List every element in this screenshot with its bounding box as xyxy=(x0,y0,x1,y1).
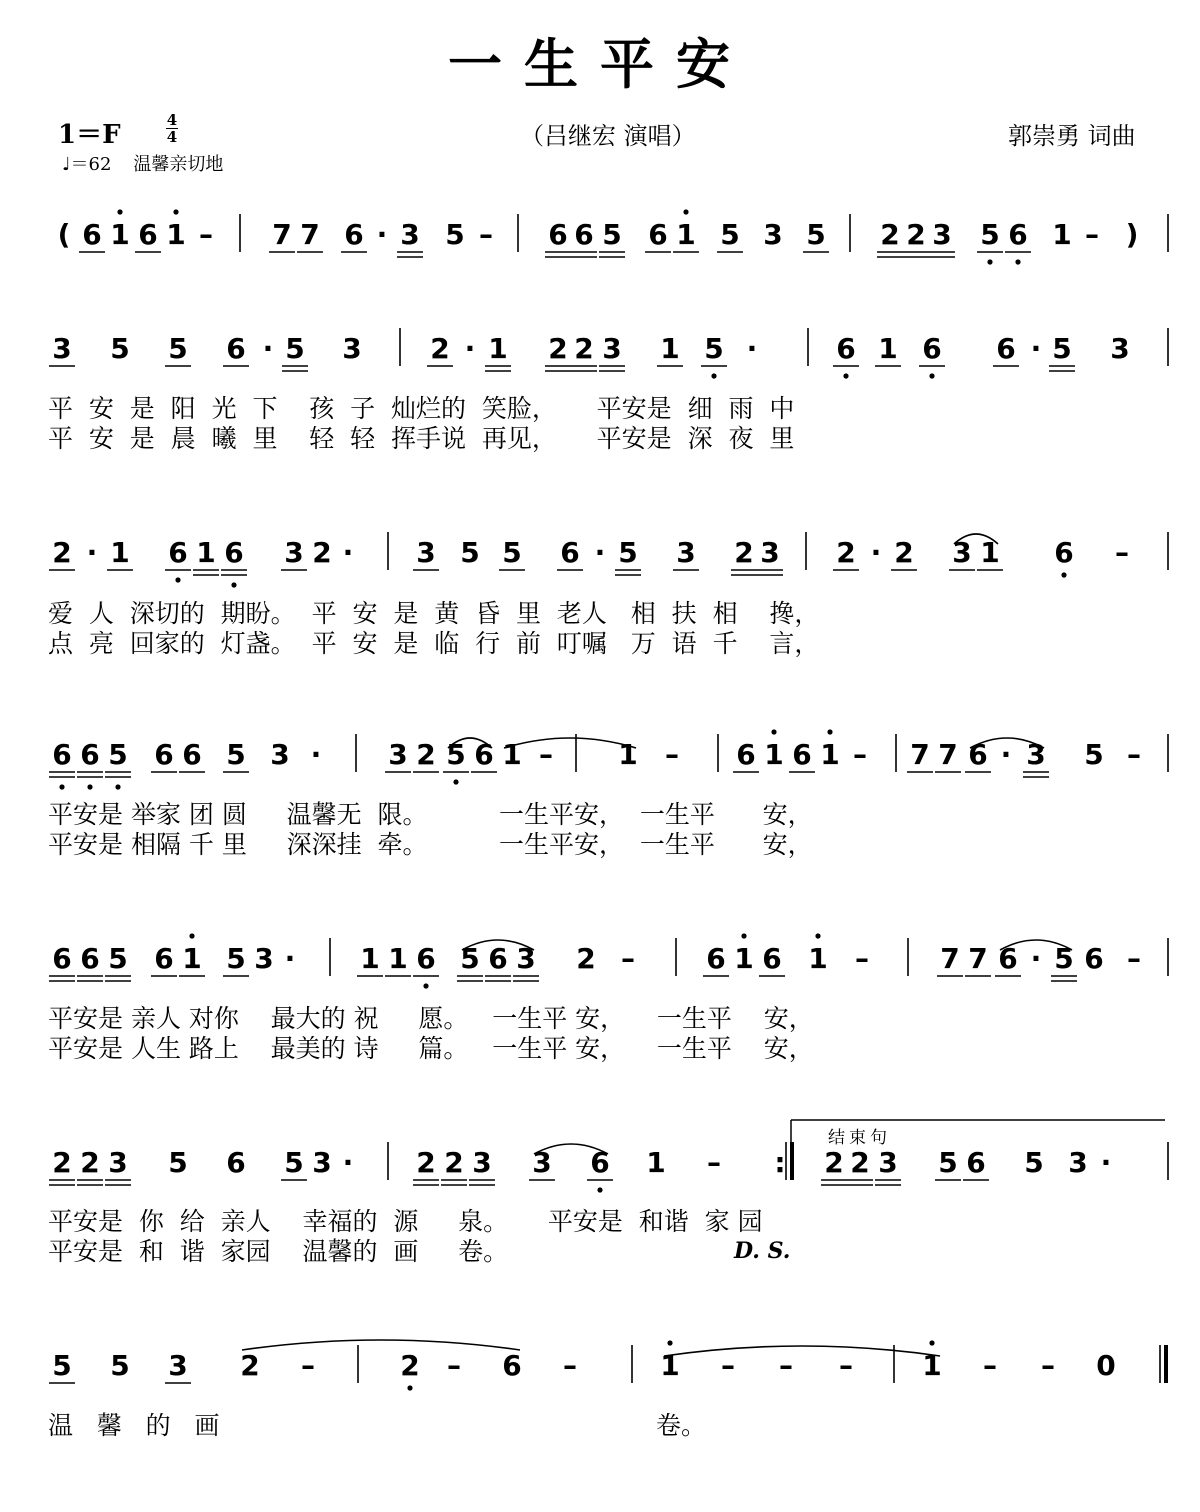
note: – xyxy=(721,1349,735,1382)
note: 3 xyxy=(168,1349,188,1382)
note: 5 xyxy=(226,738,246,771)
octave-dot-above xyxy=(173,209,178,214)
note: 6 xyxy=(574,218,594,251)
note: 3 xyxy=(532,1146,552,1179)
note: 5 xyxy=(1024,1146,1044,1179)
octave-dot-below xyxy=(87,784,92,789)
octave-dot-below xyxy=(711,373,716,378)
note: · xyxy=(376,218,388,251)
note: · xyxy=(342,536,354,569)
lyric-row5-verse2: 平安是 人生 路上 最美的 诗 篇。 一生平 安， 一生平 安， xyxy=(48,1034,814,1063)
note: 5 xyxy=(704,332,724,365)
octave-dot-above xyxy=(683,209,688,214)
note: – xyxy=(1085,218,1099,251)
note: 2 xyxy=(240,1349,260,1382)
note: 1 xyxy=(980,536,1000,569)
note: 1 xyxy=(488,332,508,365)
note: 3 xyxy=(52,332,72,365)
note: 7 xyxy=(940,942,960,975)
note: 1 xyxy=(110,218,130,251)
note: 3 xyxy=(1026,738,1046,771)
note: 6 xyxy=(226,1146,246,1179)
time-signature-top: 4 xyxy=(166,111,178,129)
dal-segno-marking: D. S. xyxy=(734,1238,791,1264)
note: 5 xyxy=(168,332,188,365)
note: · xyxy=(262,332,274,365)
note: 6 xyxy=(548,218,568,251)
note: 3 xyxy=(270,738,290,771)
note: 2 xyxy=(312,536,332,569)
note: 2 xyxy=(400,1349,420,1382)
note: 1 xyxy=(734,942,754,975)
note: 7 xyxy=(272,218,292,251)
lyric-row4-verse2: 平安是 相隔 千 里 深深挂 牵。 一生平安， 一生平 安， xyxy=(48,830,813,859)
note: 6 xyxy=(706,942,726,975)
note: 3 xyxy=(878,1146,898,1179)
note: 1 xyxy=(388,942,408,975)
note: 5 xyxy=(1052,332,1072,365)
note: 1 xyxy=(360,942,380,975)
note: 5 xyxy=(806,218,826,251)
note: · xyxy=(342,1146,354,1179)
note: 5 xyxy=(720,218,740,251)
note: 6 xyxy=(168,536,188,569)
note: 7 xyxy=(968,942,988,975)
note: 6 xyxy=(154,738,174,771)
octave-dot-above xyxy=(741,933,746,938)
note: 3 xyxy=(1110,332,1130,365)
note: 2 xyxy=(576,942,596,975)
note: 6 xyxy=(590,1146,610,1179)
note: 5 xyxy=(938,1146,958,1179)
note: – xyxy=(1041,1349,1055,1382)
note: 2 xyxy=(52,536,72,569)
note: 6 xyxy=(344,218,364,251)
note: 3 xyxy=(1068,1146,1088,1179)
note: 2 xyxy=(894,536,914,569)
lyric-row7-a: 温 馨 的 画 xyxy=(48,1411,220,1440)
note: 5 xyxy=(618,536,638,569)
note: 2 xyxy=(52,1146,72,1179)
note: 1 xyxy=(1052,218,1072,251)
note: – xyxy=(707,1146,721,1179)
note: 3 xyxy=(763,218,783,251)
note: 7 xyxy=(300,218,320,251)
octave-dot-below xyxy=(1061,572,1066,577)
octave-dot-below xyxy=(59,784,64,789)
note: 3 xyxy=(416,536,436,569)
note: 6 xyxy=(224,536,244,569)
note: 1 xyxy=(676,218,696,251)
note: 3 xyxy=(932,218,952,251)
note: 6 xyxy=(80,738,100,771)
octave-dot-below xyxy=(175,577,180,582)
octave-dot-below xyxy=(231,582,236,587)
note: 5 xyxy=(460,536,480,569)
note: 3 xyxy=(284,536,304,569)
note: – xyxy=(199,218,213,251)
note: 5 xyxy=(460,942,480,975)
octave-dot-above xyxy=(771,729,776,734)
note: 3 xyxy=(602,332,622,365)
note: 1 xyxy=(196,536,216,569)
note: 2 xyxy=(836,536,856,569)
note: 3 xyxy=(472,1146,492,1179)
note: 5 xyxy=(226,942,246,975)
note: – xyxy=(447,1349,461,1382)
note: · xyxy=(464,332,476,365)
note: · xyxy=(870,536,882,569)
note: 5 xyxy=(1084,738,1104,771)
time-signature-bottom: 4 xyxy=(166,128,178,146)
note: 3 xyxy=(254,942,274,975)
note: – xyxy=(621,942,635,975)
note: 2 xyxy=(824,1146,844,1179)
note: 6 xyxy=(1054,536,1074,569)
octave-dot-below xyxy=(597,1187,602,1192)
note: 6 xyxy=(226,332,246,365)
note: 2 xyxy=(850,1146,870,1179)
note: 6 xyxy=(82,218,102,251)
note: 1 xyxy=(878,332,898,365)
octave-dot-below xyxy=(843,373,848,378)
note: 1 xyxy=(820,738,840,771)
song-title: 一生平安 xyxy=(448,32,752,96)
slur xyxy=(664,1346,940,1356)
note: 2 xyxy=(416,1146,436,1179)
note: 6 xyxy=(792,738,812,771)
note: ( xyxy=(57,218,71,251)
note: 3 xyxy=(108,1146,128,1179)
note: 6 xyxy=(560,536,580,569)
note: 3 xyxy=(952,536,972,569)
note: 5 xyxy=(602,218,622,251)
note: 2 xyxy=(548,332,568,365)
note: 6 xyxy=(736,738,756,771)
note: 5 xyxy=(285,332,305,365)
note: 6 xyxy=(922,332,942,365)
note: : xyxy=(774,1146,786,1179)
note: 3 xyxy=(400,218,420,251)
octave-dot-below xyxy=(423,983,428,988)
note: 1 xyxy=(502,738,522,771)
note: 6 xyxy=(502,1349,522,1382)
note: 1 xyxy=(660,1349,680,1382)
note: · xyxy=(284,942,296,975)
note: 7 xyxy=(938,738,958,771)
note: 6 xyxy=(52,738,72,771)
note: 6 xyxy=(474,738,494,771)
note: – xyxy=(779,1349,793,1382)
note: – xyxy=(839,1349,853,1382)
note: 5 xyxy=(445,218,465,251)
note: 2 xyxy=(574,332,594,365)
note: 2 xyxy=(734,536,754,569)
note: ) xyxy=(1125,218,1139,251)
lyric-row6-verse1: 平安是 你 给 亲人 幸福的 源 泉。 平安是 和谐 家 园 xyxy=(48,1207,763,1236)
note: · xyxy=(1100,1146,1112,1179)
ending-label: 结束句 xyxy=(828,1128,891,1148)
note: 6 xyxy=(182,738,202,771)
tempo-value: ♩＝62 xyxy=(62,154,112,175)
note: – xyxy=(1115,536,1129,569)
octave-dot-above xyxy=(117,209,122,214)
lyric-row5-verse1: 平安是 亲人 对你 最大的 祝 愿。 一生平 安， 一生平 安， xyxy=(48,1004,814,1033)
lyric-row3-verse2: 点 亮 回家的 灯盏。 平 安 是 临 行 前 叮嘱 万 语 千 言， xyxy=(48,629,820,658)
note: 3 xyxy=(342,332,362,365)
note: 0 xyxy=(1096,1349,1116,1382)
key-signature: 1＝F xyxy=(58,120,121,150)
note: 5 xyxy=(446,738,466,771)
note: 5 xyxy=(110,332,130,365)
note: 2 xyxy=(430,332,450,365)
note: 1 xyxy=(166,218,186,251)
note: 6 xyxy=(52,942,72,975)
note: 6 xyxy=(996,332,1016,365)
note: · xyxy=(1030,332,1042,365)
note: – xyxy=(479,218,493,251)
octave-dot-above xyxy=(815,933,820,938)
note: 6 xyxy=(648,218,668,251)
note: 5 xyxy=(502,536,522,569)
slur xyxy=(504,738,636,748)
octave-dot-above xyxy=(929,1340,934,1345)
note: 3 xyxy=(312,1146,332,1179)
octave-dot-above xyxy=(827,729,832,734)
note: 1 xyxy=(660,332,680,365)
note: 2 xyxy=(80,1146,100,1179)
note: – xyxy=(539,738,553,771)
expression-marking: 温馨亲切地 xyxy=(133,154,224,175)
note: 6 xyxy=(138,218,158,251)
note: 1 xyxy=(808,942,828,975)
note: 1 xyxy=(764,738,784,771)
note: 3 xyxy=(516,942,536,975)
note: · xyxy=(746,332,758,365)
note: · xyxy=(1000,738,1012,771)
note: – xyxy=(983,1349,997,1382)
note: 5 xyxy=(1054,942,1074,975)
octave-dot-above xyxy=(189,933,194,938)
note: – xyxy=(563,1349,577,1382)
note: 5 xyxy=(284,1146,304,1179)
note: 5 xyxy=(168,1146,188,1179)
note: – xyxy=(665,738,679,771)
lyric-row3-verse1: 爱 人 深切的 期盼。 平 安 是 黄 昏 里 老人 相 扶 相 搀， xyxy=(48,599,820,628)
note: 5 xyxy=(980,218,1000,251)
note: 3 xyxy=(388,738,408,771)
note: 6 xyxy=(836,332,856,365)
note: 5 xyxy=(52,1349,72,1382)
note: 2 xyxy=(444,1146,464,1179)
octave-dot-below xyxy=(929,373,934,378)
note: · xyxy=(86,536,98,569)
octave-dot-below xyxy=(453,779,458,784)
lyric-row4-verse1: 平安是 举家 团 圆 温馨无 限。 一生平安， 一生平 安， xyxy=(48,800,813,829)
note: 6 xyxy=(80,942,100,975)
note: 5 xyxy=(108,942,128,975)
octave-dot-above xyxy=(667,1340,672,1345)
lyric-row2-verse2: 平 安 是 晨 曦 里 轻 轻 挥手说 再见， 平安是 深 夜 里 xyxy=(48,424,795,453)
note: – xyxy=(1127,738,1141,771)
note: 1 xyxy=(182,942,202,975)
octave-dot-below xyxy=(1015,259,1020,264)
note: · xyxy=(1030,942,1042,975)
note: 6 xyxy=(1084,942,1104,975)
note: 1 xyxy=(922,1349,942,1382)
note: 1 xyxy=(646,1146,666,1179)
note: 3 xyxy=(760,536,780,569)
singer-credit: （吕继宏 演唱） xyxy=(520,122,696,150)
lyric-row6-verse2: 平安是 和 谐 家园 温馨的 画 卷。 xyxy=(48,1237,509,1266)
lyric-row2-verse1: 平 安 是 阳 光 下 孩 子 灿烂的 笑脸， 平安是 细 雨 中 xyxy=(48,394,795,423)
slur xyxy=(242,1340,520,1350)
lyric-row7-b: 卷。 xyxy=(656,1411,707,1440)
note: 6 xyxy=(1008,218,1028,251)
note: 5 xyxy=(108,738,128,771)
note: 6 xyxy=(154,942,174,975)
note: 3 xyxy=(676,536,696,569)
note: 2 xyxy=(880,218,900,251)
note: 6 xyxy=(968,738,988,771)
note: 6 xyxy=(416,942,436,975)
note: 2 xyxy=(906,218,926,251)
note: 6 xyxy=(966,1146,986,1179)
octave-dot-below xyxy=(115,784,120,789)
note: · xyxy=(310,738,322,771)
octave-dot-below xyxy=(407,1385,412,1390)
author-credit: 郭崇勇 词曲 xyxy=(1008,122,1136,150)
note: 6 xyxy=(762,942,782,975)
note: 7 xyxy=(910,738,930,771)
note: 1 xyxy=(110,536,130,569)
note: – xyxy=(855,942,869,975)
note: – xyxy=(301,1349,315,1382)
note: 1 xyxy=(618,738,638,771)
note: · xyxy=(594,536,606,569)
note: 6 xyxy=(488,942,508,975)
octave-dot-below xyxy=(987,259,992,264)
note: – xyxy=(853,738,867,771)
note: 2 xyxy=(416,738,436,771)
note: 6 xyxy=(998,942,1018,975)
note: 5 xyxy=(110,1349,130,1382)
note: – xyxy=(1127,942,1141,975)
